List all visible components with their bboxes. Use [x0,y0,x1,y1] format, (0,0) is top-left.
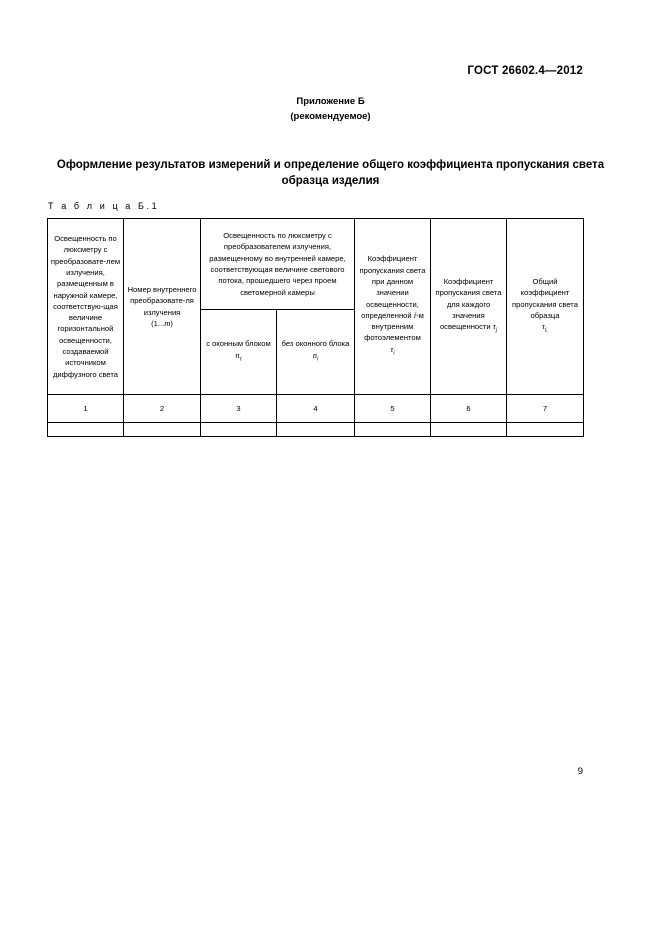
empty-data-cell [355,423,431,437]
column-number: 7 [542,403,548,413]
section-title: Оформление результатов измерений и определение общего коэффициента пропускания света образца изделия [56,159,605,187]
empty-data-cell [277,423,355,437]
header-text-1: Освещенность по люксметру с преобразовате-лем излучения, размещенным в наружной камере, соответствую-щая величине горизонтальной освещенности, создаваемой источником диффузного света [50,234,121,379]
header-cell-7 [507,219,584,395]
header-group-text: Освещенность по люксметру с преобразователем излучения, размещенному во внутренней камере, соответствующая величине светового потока, прошедшего через проем светомерной камеры [209,231,346,297]
column-number: 1 [83,403,88,413]
header-symbol-6: τ [492,321,496,332]
header-text-7: Общий коэффициент пропускания света образца [512,277,578,320]
column-number-cell [124,395,201,423]
column-number-cell [355,395,431,423]
header-cell-6 [431,219,507,395]
header-cell-3 [201,310,277,395]
column-number-cell [277,395,355,423]
appendix-heading [0,94,661,124]
results-table [47,218,584,437]
header-symbol-3: n [235,349,240,360]
header-sub-7: L [544,327,549,334]
column-number-cell [201,395,277,423]
range-variable: m [164,317,171,328]
column-number: 4 [313,403,318,413]
column-number: 6 [466,403,471,413]
header-group-3-4 [201,219,355,310]
header-symbol-7: τ [541,321,545,332]
empty-data-cell [201,423,277,437]
header-text-5b: -м внутренним фотоэлементом [364,310,424,343]
page-number: 9 [577,766,583,777]
header-symbol-4: n [312,349,317,360]
empty-data-cell [48,423,124,437]
header-text-3: с оконным блоком [206,339,271,349]
range-close: ) [170,318,173,328]
table-caption: Т а б л и ц а Б.1 [48,201,160,211]
header-sub-6: j [495,327,498,334]
header-cell-2 [124,219,201,395]
header-sub-4: i [317,356,319,363]
header-sub-3: τ [239,356,242,363]
header-symbol-5: τ [390,343,394,354]
header-var-5: i [413,309,417,320]
appendix-title: Приложение Б [296,96,365,107]
header-cell-4 [277,310,355,395]
empty-data-cell [507,423,584,437]
appendix-status: (рекомендуемое) [290,111,371,122]
header-text-5a: Коэффициент пропускания света при данном значении освещенности, определенной [359,254,426,320]
header-text-6: Коэффициент пропускания света для каждого значения освещенности [435,277,502,332]
column-number: 5 [390,403,395,413]
header-text-2: Номер внутреннего преобразовате-ля излучения [127,284,197,317]
column-number-cell [431,395,507,423]
header-text-4: без оконного блока [281,339,350,349]
column-number-cell [507,395,584,423]
header-cell-1 [48,219,124,395]
empty-data-cell [124,423,201,437]
header-cell-5 [355,219,431,395]
column-number: 3 [236,403,241,413]
standard-number: ГОСТ 26602.4—2012 [467,65,583,77]
column-number: 2 [159,403,165,413]
column-number-cell [48,395,124,423]
range-open: (1... [151,318,165,328]
empty-data-cell [431,423,507,437]
header-sub-5: i [393,350,395,357]
